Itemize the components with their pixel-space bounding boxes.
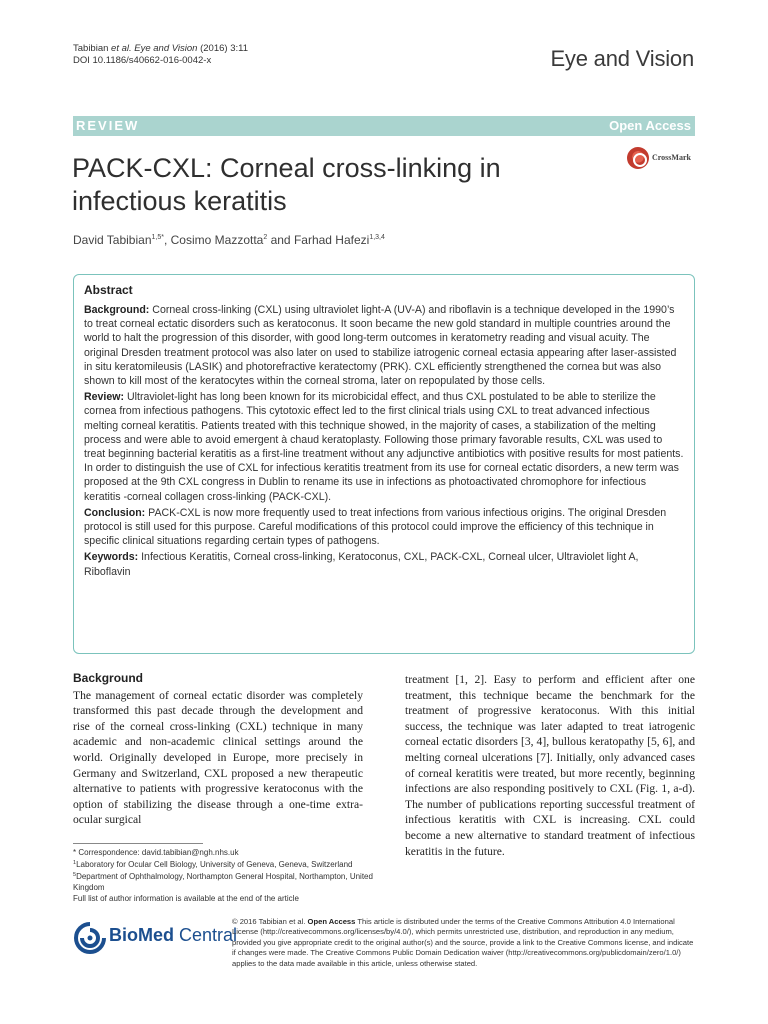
abstract-review-label: Review: bbox=[84, 391, 125, 404]
affiliation-5: $^5$Department of Ophthalmology, Northampton General Hospital, Northampton, United Kingdom bbox=[73, 872, 373, 892]
author-name: Cosimo Mazzotta bbox=[170, 233, 264, 247]
crossmark-badge[interactable] bbox=[627, 147, 707, 169]
body-text-right: treatment [1, 2]. Easy to perform and efficient after one treatment, this technique became the benchmark for the treatment of progressive keratoconus. With this initial success, the technique was later adapted to treat iatrogenic corneal ectatic disorders [3, 4], bullous keratopathy [5, 6], and melting corneal ulcerations [7]. Initially, only advanced cases of corneal keratitis were treated, but more recently, beginning infections are also responding positively to CXL (Fig. 1, a-d). The number of publications reporting successful treatment of infectious keratitis with CXL is increasing. CXL could become a new alternative to standard treatment of infectious keratitis in the future. bbox=[405, 673, 695, 858]
citation-journal: et al. Eye and Vision bbox=[111, 43, 198, 54]
citation-authors: Tabibian bbox=[73, 43, 112, 54]
citation-doi: DOI 10.1186/s40662-016-0042-x bbox=[73, 55, 212, 66]
license-text: This article is distributed under the terms of the Creative Commons Attribution 4.0 International License (http://creativecommons.org/licenses/by/4.0/), which permits unrestricted use, distribution, and reproduction in any medium, provided you give appropriate credit to the original author(s) and the source, provide a link to the Creative Commons license, and indicate if changes were made. The Creative Commons Public Domain Dedication waiver (http://creativecommons.org/publicdomain/zero/1.0/) applies to the data made available in this article, unless otherwise stated. bbox=[232, 917, 694, 968]
section-heading-background: Background bbox=[73, 671, 144, 685]
author-name: David Tabibian bbox=[73, 233, 152, 247]
abstract-conclusion bbox=[84, 506, 684, 549]
publisher-name: BioMed Central bbox=[109, 925, 238, 945]
citation-line-1 bbox=[73, 43, 248, 55]
abstract-keywords-label: Keywords: bbox=[84, 551, 139, 564]
article-citation bbox=[73, 43, 248, 67]
author-affiliation: 2 bbox=[263, 234, 268, 241]
journal-name: Eye and Vision bbox=[550, 46, 694, 71]
abstract-keywords-text: Infectious Keratitis, Corneal cross-linking, Keratoconus, CXL, PACK-CXL, Corneal ulcer, Ultraviolet light A, Riboflavin bbox=[84, 551, 639, 578]
crossmark-icon bbox=[627, 147, 649, 169]
body-column-right bbox=[405, 672, 695, 859]
abstract-review bbox=[84, 390, 684, 504]
footnotes bbox=[73, 847, 373, 904]
body-text-left: The management of corneal ectatic disorder was completely transformed this past decade through the development and rise of the corneal cross-linking (CXL) technique in many academic and non-academic clinical settings around the world. Originally developed in Europe, more precisely in Germany and Switzerland, CXL proposed a new therapeutic alternative to patients with progressive keratoconus with the option of stabilizing the disease through a one-time extra-ocular surgical bbox=[73, 688, 363, 827]
abstract-conclusion-text: PACK-CXL is now more frequently used to treat infections from various infectious origins. The original Dresden protocol is still used for this purpose. Careful modifications of this protocol could improve the efficiency of this technique in specific clinical situations regarding certain types of pathogens. bbox=[84, 506, 667, 548]
body-column-left bbox=[73, 671, 363, 828]
author-separator: and bbox=[267, 233, 294, 247]
abstract-background-label: Background: bbox=[84, 304, 150, 316]
correspondence-note: * Correspondence: david.tabibian@ngh.nhs.uk bbox=[73, 848, 239, 857]
abstract-conclusion-label: Conclusion: bbox=[84, 506, 146, 519]
license-open-access: Open Access bbox=[307, 917, 356, 926]
abstract-background bbox=[84, 303, 684, 388]
author-separator: , bbox=[163, 233, 171, 247]
author-list bbox=[73, 233, 385, 247]
article-type-band bbox=[73, 116, 695, 136]
citation-volume: (2016) 3:11 bbox=[197, 43, 248, 54]
footnote-divider bbox=[73, 843, 203, 844]
author-affiliation: 1,3,4 bbox=[369, 234, 385, 241]
abstract-heading: Abstract bbox=[84, 283, 133, 297]
license-statement: © 2016 Tabibian et al. Open Access This article is distributed under the terms of the Creative Commons Attribution 4.0 International License (http://creativecommons.org/licenses/by/4.0/), which permits unrestricted use, distribution, and reproduction in any medium, provided you give appropriate credit to the original author(s) and the source, provide a link to the Creative Commons license, and indicate if changes were made. The Creative Commons Public Domain Dedication waiver (http://creativecommons.org/publicdomain/zero/1.0/) applies to the data made available in this article, unless otherwise stated. bbox=[232, 917, 694, 968]
author-name: Farhad Hafezi bbox=[293, 233, 370, 247]
open-access-label: Open Access bbox=[609, 118, 691, 133]
abstract-background-text: Corneal cross-linking (CXL) using ultraviolet light-A (UV-A) and riboflavin is a technique developed in the 1990’s to treat corneal ectatic disorders such as keratoconus. It soon became the new gold standard in multiple countries around the world to halt the progression of this disorder, with good long-term outcomes in keratometry reading and visual acuity. The original Dresden treatment protocol was also later on used to stabilize iatrogenic corneal ectasia appearing after laser-assisted in situ keratomileusis (LASIK) and photorefractive keratectomy (PRK). CXL efficiently strengthened the cornea but was also shown to kill most of the keratocytes within the corneal stroma, later on repopulated by those cells. bbox=[84, 304, 677, 388]
abstract-keywords bbox=[84, 550, 684, 578]
abstract-review-text: Ultraviolet-light has long been known for its microbicidal effect, and thus CXL postulated to be able to sterilize the cornea from infectious pathogens. This cytotoxic effect led to the first clinical trials using CXL to treat advanced infectious melting corneal keratitis. Patients treated with this technique showed, in the majority of cases, a stabilization of the melting process and were able to avoid emergent à chaud keratoplasty. Following those primary favorable results, CXL was used to treat beginning bacterial keratitis as a first-line treatment without any adjunctive antibiotics with positive results for most patients. In order to distinguish the use of CXL for infectious keratitis treatment from its use for corneal ectatic disorders, a new term was proposed at the 9th CXL congress in Dublin to rename its use in infections as photoactivated chromophore for infectious keratitis -corneal collagen cross-linking (PACK-CXL). bbox=[84, 391, 684, 503]
abstract-box bbox=[73, 274, 695, 654]
author-info-note: Full list of author information is available at the end of the article bbox=[73, 894, 299, 903]
article-type-label: REVIEW bbox=[76, 118, 140, 133]
publisher-logo bbox=[73, 919, 238, 959]
biomed-central-icon bbox=[73, 921, 107, 955]
affiliation-1: $^1$Laboratory for Ocular Cell Biology, University of Geneva, Geneva, Switzerland bbox=[73, 860, 353, 869]
author-affiliation: 1,5* bbox=[151, 234, 164, 241]
crossmark-label: CrossMark bbox=[652, 153, 691, 162]
article-title: PACK-CXL: Corneal cross-linking in infectious keratitis bbox=[72, 153, 501, 216]
